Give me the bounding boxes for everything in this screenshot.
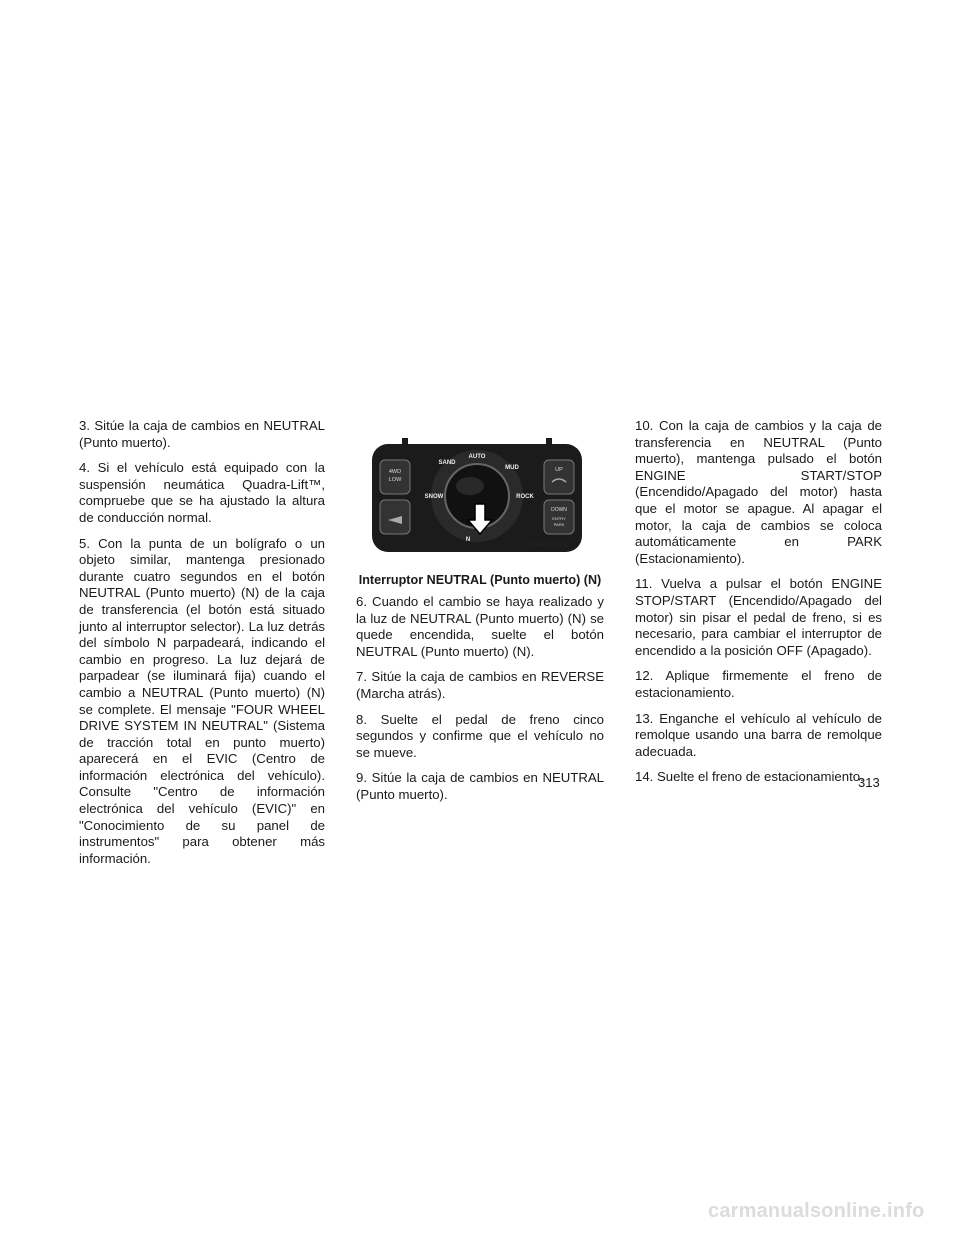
- page-number: 313: [858, 775, 880, 790]
- label-rock: ROCK: [516, 494, 534, 500]
- text-column-right: [635, 418, 882, 795]
- watermark: carmanualsonline.info: [708, 1200, 925, 1222]
- text-column-left: [79, 418, 325, 876]
- neutral-switch-figure: [372, 438, 582, 554]
- label-mud: MUD: [505, 465, 519, 471]
- step-13: 13. Enganche el vehículo al vehículo de remolque usando una barra de remolque adecuada.: [635, 710, 882, 759]
- step-3: 3. Sitúe la caja de cambios en NEUTRAL (Punto muerto).: [79, 418, 325, 450]
- label-low: LOW: [388, 477, 402, 483]
- label-sand: SAND: [438, 460, 456, 466]
- step-11: 11. Vuelva a pulsar el botón ENGINE STOP/START (Encendido/Apagado del motor) sin pisar el pedal de freno, si es necesario, para cambiar el interruptor de encendido a la posición OFF (Apagado).: [635, 576, 882, 658]
- label-4wd: 4WD: [388, 469, 402, 475]
- label-up: UP: [555, 467, 563, 473]
- step-9: 9. Sitúe la caja de cambios en NEUTRAL (Punto muerto).: [356, 770, 604, 802]
- air-suspension-up-button: [544, 460, 574, 494]
- figure-caption: Interruptor NEUTRAL (Punto muerto) (N): [358, 573, 602, 587]
- step-8: 8. Suelte el pedal de freno cinco segundos y confirme que el vehículo no se mueve.: [356, 711, 604, 760]
- label-down: DOWN: [551, 507, 567, 513]
- step-4: 4. Si el vehículo está equipado con la suspensión neumática Quadra-Lift™, compruebe que se ha ajustado la altura de conducción normal.: [79, 460, 325, 525]
- label-neutral: N: [465, 537, 471, 543]
- label-entry: ENTRY: [552, 516, 566, 521]
- hill-descent-button: [380, 500, 410, 534]
- step-12: 12. Aplique firmemente el freno de estacionamiento.: [635, 668, 882, 700]
- step-7: 7. Sitúe la caja de cambios en REVERSE (Marcha atrás).: [356, 669, 604, 701]
- label-auto: AUTO: [468, 454, 486, 460]
- step-5: 5. Con la punta de un bolígrafo o un objeto similar, mantenga presionado durante cuatro segundos en el botón NEUTRAL (Punto muerto) (N) de la caja de transferencia (el botón está situado junto al interruptor selector). La luz detrás del símbolo N parpadeará, indicando el cambio en progreso. La luz dejará de parpadear (se iluminará fija) cuando el cambio a NEUTRAL (Punto muerto) (N) se complete. El mensaje "FOUR WHEEL DRIVE SYSTEM IN NEUTRAL" (Sistema de tracción total en punto muerto) aparecerá en el EVIC (Centro de información electrónica del vehículo). Consulte "Centro de información electrónica del vehículo (EVIC)" en "Conocimiento de su panel de instrumentos" para obtener más información.: [79, 535, 325, 866]
- step-14: 14. Suelte el freno de estacionamiento.: [635, 769, 864, 785]
- step-10: 10. Con la caja de cambios y la caja de transferencia en NEUTRAL (Punto muerto), mantenga pulsado el botón ENGINE START/STOP (Encendido/Apagado del motor) hasta que el motor se apague. Al apagar el motor, la caja de cambios se coloca automáticamente en PARK (Estacionamiento).: [635, 418, 882, 566]
- label-snow: SNOW: [424, 494, 444, 500]
- text-column-middle: [356, 594, 604, 813]
- step-6: 6. Cuando el cambio se haya realizado y la luz de NEUTRAL (Punto muerto) (N) se quede encendida, suelte el botón NEUTRAL (Punto muerto) (N).: [356, 594, 604, 659]
- label-park: PARK: [553, 522, 565, 527]
- figure-code: 0582003302: [530, 541, 569, 548]
- switch-panel-illustration: [372, 438, 582, 554]
